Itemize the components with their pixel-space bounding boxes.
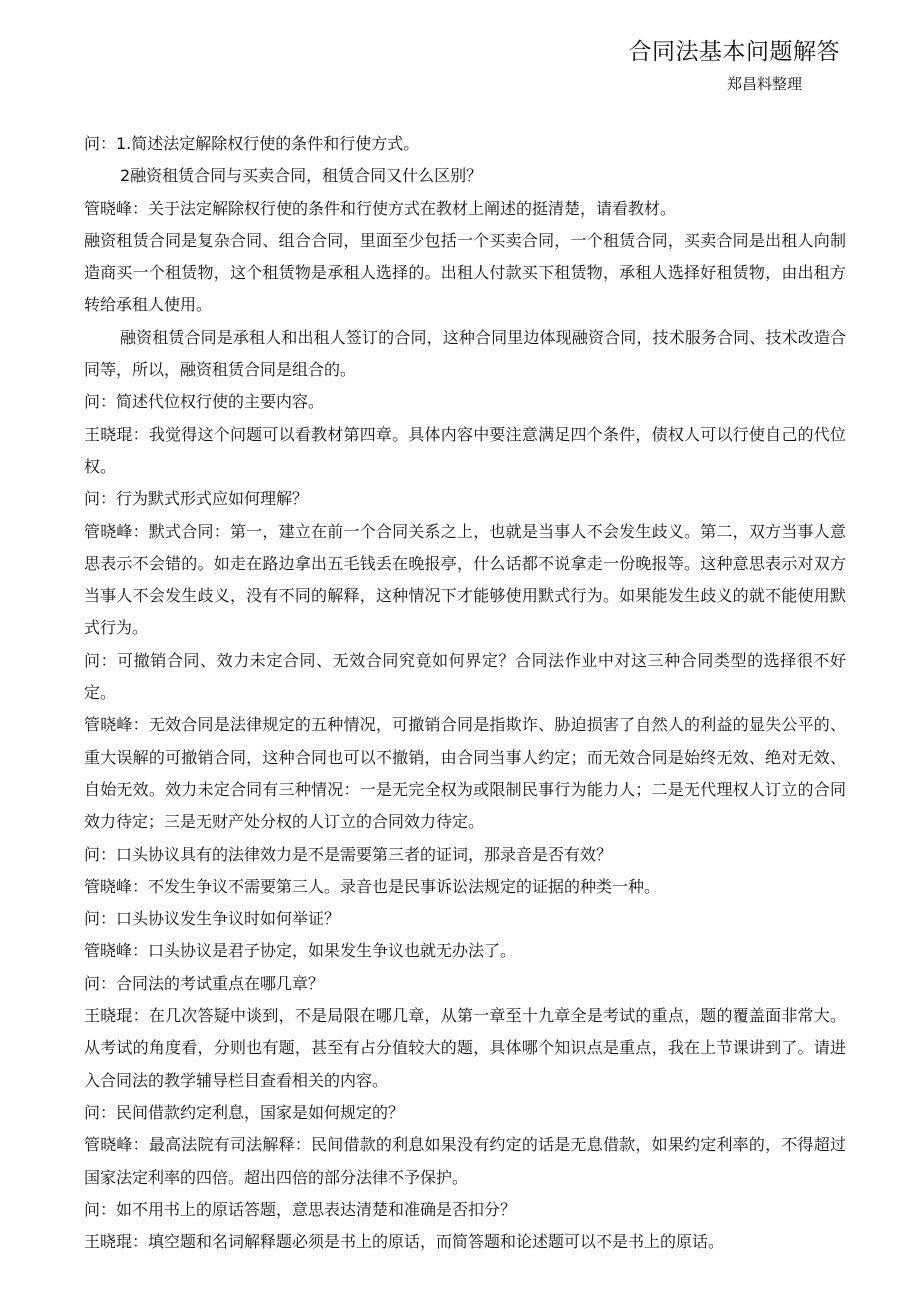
paragraph: 管晓峰：默式合同：第一，建立在前一个合同关系之上，也就是当事人不会发生歧义。第二，双方当事人意思表示不会错的。如走在路边拿出五毛钱丢在晚报亭，什么话都不说拿走一份晚报等。这种意思表示对双方当事人不会发生歧义，没有不同的解释，这种情况下才能够使用默式行为。如果能发生歧义的就不能使用默式行为。 bbox=[84, 521, 846, 638]
paragraph: 问：1.简述法定解除权行使的条件和行使方式。 bbox=[84, 134, 420, 153]
paragraph: 管晓峰：不发生争议不需要第三人。录音也是民事诉讼法规定的证据的种类一种。 bbox=[84, 876, 661, 896]
paragraph: 王晓琨：填空题和名词解释题必须是书上的原话，而简答题和论述题可以不是书上的原话。 bbox=[84, 1232, 725, 1252]
paragraph: 融资租赁合同是复杂合同、组合合同，里面至少包括一个买卖合同，一个租赁合同，买卖合同是出租人向制造商买一个租赁物，这个租赁物是承租人选择的。出租人付款买下租赁物，承租人选择好租赁物，由出租方转给承租人使用。 bbox=[84, 230, 846, 315]
paragraph: 问：口头协议具有的法律效力是不是需要第三者的证词，那录音是否有效？ bbox=[84, 844, 613, 864]
paragraph: 管晓峰：无效合同是法律规定的五种情况，可撤销合同是指欺诈、胁迫损害了自然人的利益的显失公平的、重大误解的可撤销合同，这种合同也可以不撤销，由合同当事人约定；而无效合同是始终无效、绝对无效、自始无效。效力未定合同有三种情况：一是无完全权为或限制民事行为能力人；二是无代理权人订立的合同效力待定；三是无财产处分权的人订立的合同效力待定。 bbox=[84, 715, 846, 832]
paragraph: 管晓峰：最高法院有司法解释：民间借款的利息如果没有约定的话是无息借款，如果约定利率的，不得超过国家法定利率的四倍。超出四倍的部分法律不予保护。 bbox=[84, 1135, 846, 1187]
document-body bbox=[84, 128, 846, 1258]
paragraph: 问：民间借款约定利息，国家是如何规定的？ bbox=[84, 1102, 405, 1122]
paragraph: 问：如不用书上的原话答题，意思表达清楚和准确是否扣分？ bbox=[84, 1199, 517, 1219]
paragraph: 管晓峰：关于法定解除权行使的条件和行使方式在教材上阐述的挺清楚，请看教材。 bbox=[84, 198, 677, 218]
paragraph: 问：可撤销合同、效力未定合同、无效合同究竟如何界定？合同法作业中对这三种合同类型的选择很不好定。 bbox=[84, 650, 846, 703]
paragraph: 问：行为默式形式应如何理解？ bbox=[84, 489, 309, 509]
paragraph: 2融资租赁合同与买卖合同，租赁合同又什么区别？ bbox=[120, 166, 483, 186]
paragraph: 问：口头协议发生争议时如何举证？ bbox=[84, 909, 341, 929]
paragraph: 问：合同法的考试重点在哪几章？ bbox=[84, 973, 325, 993]
paragraph: 管晓峰：口头协议是君子协定，如果发生争议也就无办法了。 bbox=[84, 941, 517, 961]
paragraph: 融资租赁合同是承租人和出租人签订的合同，这种合同里边体现融资合同，技术服务合同、技术改造合同等，所以，融资租赁合同是组合的。 bbox=[84, 327, 846, 380]
page-title: 合同法基本问题解答 bbox=[628, 39, 840, 65]
paragraph: 王晓琨：在几次答疑中谈到，不是局限在哪几章，从第一章至十九章全是考试的重点，题的覆盖面非常大。从考试的角度看，分则也有题，甚至有占分值较大的题，具体哪个知识点是重点，我在上节课讲到了。请进入合同法的教学辅导栏目查看相关的内容。 bbox=[84, 1006, 846, 1090]
page-author: 郑昌料整理 bbox=[726, 75, 802, 93]
paragraph: 王晓琨：我觉得这个问题可以看教材第四章。具体内容中要注意满足四个条件，债权人可以行使自己的代位权。 bbox=[84, 424, 846, 476]
paragraph: 问：简述代位权行使的主要内容。 bbox=[84, 392, 325, 412]
